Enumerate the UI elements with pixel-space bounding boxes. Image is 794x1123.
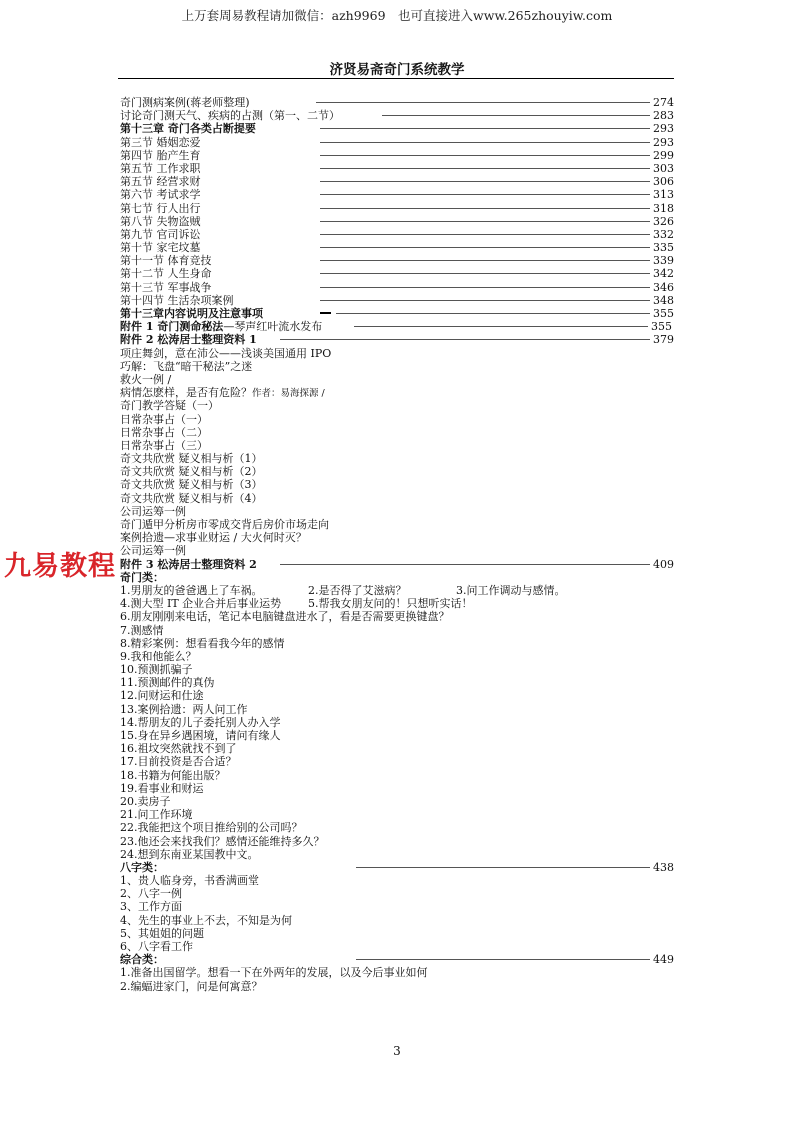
toc-entry-title: 附件 1 奇门测命秘法	[120, 320, 224, 334]
toc-entry-title: 第四节 胎产生育	[120, 148, 201, 162]
list-item-author: 作者：易海探源 /	[252, 388, 325, 400]
leader-mark	[320, 312, 331, 314]
list-item: 13.案例拾遗：两人问工作	[120, 702, 248, 716]
toc-page: 313	[653, 188, 674, 202]
toc-page: 346	[653, 280, 674, 294]
leader-line	[320, 287, 650, 288]
list-item: 2.编蝠进家门，问是何寓意？	[120, 979, 263, 993]
toc-entry-title: 第十三节 军事战争	[120, 280, 212, 294]
leader-line	[320, 234, 650, 235]
leader-line	[320, 168, 650, 169]
list-item: 6、八字看工作	[120, 940, 193, 953]
toc-entry[interactable]	[120, 136, 676, 149]
toc-entry-title: 第三节 婚姻恋爱	[120, 135, 201, 149]
list-item: 11.预测邮件的真伪	[120, 676, 215, 690]
leader-line	[320, 247, 650, 248]
toc-entry-title: 附件 3 松涛居士整理资料 2	[120, 557, 257, 571]
list-item: 1.准备出国留学。想看一下在外两年的发展，以及今后事业如何	[120, 966, 428, 980]
toc-appendix[interactable]	[120, 333, 676, 346]
list-item: 24.想到东南亚某国教中文。	[120, 847, 259, 861]
section-heading[interactable]	[120, 953, 676, 966]
list-item-row	[120, 597, 676, 610]
leader-line	[320, 221, 650, 222]
leader-line	[280, 564, 650, 565]
section-heading: 奇门类：	[120, 570, 164, 584]
toc-entry[interactable]	[120, 294, 676, 307]
toc-entry-title: 第十三章 奇门各类占断提要	[120, 122, 256, 136]
list-item: 奇门教学答疑（一）	[120, 399, 219, 413]
toc-page: 339	[653, 254, 674, 268]
toc-entry-title: 第十一节 体育竞技	[120, 254, 212, 268]
watermark-logo: 九易教程	[4, 544, 116, 583]
toc-page: 355	[653, 307, 674, 320]
list-item: 21.问工作环境	[120, 808, 193, 822]
toc-entry[interactable]	[120, 267, 676, 280]
section-heading[interactable]	[120, 861, 676, 874]
toc-page: 379	[653, 333, 674, 347]
leader-line	[320, 300, 650, 301]
toc-entry-title: 第十节 家宅坟墓	[120, 241, 201, 255]
toc-page: 299	[653, 148, 674, 162]
list-item: 5.帮我女朋友问的！只想听实话！	[308, 597, 473, 611]
list-item: 15.身在异乡遇困境，请问有缘人	[120, 729, 281, 742]
toc-appendix[interactable]	[120, 558, 676, 571]
toc-entry-title: 第七节 行人出行	[120, 201, 201, 215]
list-item: 救火一例 /	[120, 372, 172, 386]
leader-line	[320, 181, 650, 182]
list-item: 9.我和他能么？	[120, 649, 197, 663]
list-item: 3.问工作调动与感情。	[456, 583, 566, 597]
list-item: 14.帮朋友的儿子委托别人办入学	[120, 715, 281, 729]
toc-entry-title: 第十二节 人生身命	[120, 267, 212, 281]
toc-entry[interactable]	[120, 109, 676, 122]
toc-entry[interactable]	[120, 188, 676, 201]
list-item: 公司运筹一例	[120, 504, 186, 518]
list-item-title: 病情怎麽样，是否有危险？	[120, 386, 252, 400]
list-item: 项庄舞剑，意在沛公——浅谈美国通用 IPO	[120, 346, 332, 360]
list-item: 奇门遁甲分析房市零成交背后房价市场走向	[120, 518, 329, 531]
list-item: 案例拾遗—求事业财运 / 大火何时灭？	[120, 531, 307, 545]
toc-page: 438	[653, 860, 674, 874]
list-item	[120, 386, 676, 399]
toc-entry-title: 第十四节 生活杂项案例	[120, 293, 234, 307]
list-item: 2.是否得了艾滋病？	[308, 583, 407, 597]
list-item: 10.预测抓骗子	[120, 663, 193, 677]
toc-entry-title: 附件 2 松涛居士整理资料 1	[120, 333, 257, 347]
list-item: 22.我能把这个项目推给别的公司吗？	[120, 821, 303, 835]
toc-entry-title: 第九节 官司诉讼	[120, 227, 201, 241]
toc-page: 449	[653, 953, 674, 967]
toc-entry-title: 奇门测病案例(蒋老师整理)	[120, 96, 250, 109]
leader-line	[320, 273, 650, 274]
toc-page: 318	[653, 201, 674, 215]
leader-line	[356, 867, 650, 868]
leader-line	[320, 208, 650, 209]
list-item: 奇文共欣赏 疑义相与析（4）	[120, 491, 263, 505]
list-item: 17.目前投资是否合适？	[120, 755, 237, 769]
toc-page: 355	[651, 320, 672, 334]
list-item: 奇文共欣赏 疑义相与析（1）	[120, 452, 263, 466]
leader-line	[320, 128, 650, 129]
leader-line	[356, 959, 650, 960]
document-title: 济贤易斋奇门系统教学	[329, 62, 465, 78]
toc-page: 326	[653, 214, 674, 228]
toc-entry-title: 第五节 工作求职	[120, 161, 201, 175]
list-item: 日常杂事占（一）	[120, 412, 208, 426]
list-item: 20.卖房子	[120, 794, 171, 808]
toc-page: 409	[653, 557, 674, 571]
list-item: 16.祖坟突然就找不到了	[120, 742, 237, 756]
top-banner: 上万套周易教程请加微信：azh9969 也可直接进入www.265zhouyiw.com	[181, 8, 613, 23]
toc-entry-title: 第六节 考试求学	[120, 188, 201, 202]
list-item: 2、八字一例	[120, 887, 182, 901]
list-item: 7.测感情	[120, 623, 164, 637]
leader-line	[336, 313, 650, 314]
leader-line	[320, 142, 650, 143]
toc-entry[interactable]	[120, 241, 676, 254]
list-item: 奇文共欣赏 疑义相与析（3）	[120, 478, 263, 492]
list-item: 4.测大型 IT 企业合并后事业运势	[120, 597, 282, 611]
list-item: 奇文共欣赏 疑义相与析（2）	[120, 465, 263, 479]
toc-entry-title: 第五节 经营求财	[120, 175, 201, 189]
list-item-row	[120, 584, 676, 597]
toc-entry[interactable]	[120, 254, 676, 267]
toc-entry[interactable]	[120, 162, 676, 175]
toc-appendix[interactable]	[120, 320, 676, 333]
toc-entry[interactable]	[120, 281, 676, 294]
toc-page: 348	[653, 293, 674, 307]
toc-page: 293	[653, 122, 674, 136]
list-item: 公司运筹一例	[120, 544, 186, 558]
toc-page: 274	[653, 96, 674, 109]
toc-entry[interactable]	[120, 175, 676, 188]
toc-entry-title: 讨论奇门测天气、疾病的占测（第一、二节）	[120, 109, 340, 123]
toc-page: 306	[653, 175, 674, 189]
toc-entry-title: 第八节 失物盗贼	[120, 214, 201, 228]
list-item: 19.看事业和财运	[120, 781, 204, 795]
section-heading-title: 综合类：	[120, 953, 164, 967]
toc-page: 332	[653, 227, 674, 241]
page-number: 3	[393, 1044, 401, 1058]
list-item: 6.朋友刚刚来电话，笔记本电脑键盘进水了，看是否需要更换键盘？	[120, 610, 450, 624]
title-rule	[118, 78, 674, 79]
toc-entry-subtitle: —琴声红叶流水发布	[223, 320, 323, 334]
leader-line	[354, 326, 648, 327]
leader-line	[320, 260, 650, 261]
list-item: 18.书籍为何能出版？	[120, 768, 226, 782]
list-item: 8.精彩案例：想看看我今年的感情	[120, 636, 285, 650]
section-heading-title: 八字类：	[120, 860, 164, 874]
toc-page: 303	[653, 161, 674, 175]
toc-page: 335	[653, 241, 674, 255]
list-item: 4、先生的事业上不去，不知是为何	[120, 913, 292, 927]
toc-entry[interactable]	[120, 228, 676, 241]
list-item: 日常杂事占（三）	[120, 438, 208, 452]
leader-line	[320, 194, 650, 195]
list-item: 1.男朋友的爸爸遇上了车祸。	[120, 583, 263, 597]
toc-page: 342	[653, 267, 674, 281]
leader-line	[320, 155, 650, 156]
list-item: 日常杂事占（二）	[120, 425, 208, 439]
leader-line	[316, 102, 650, 103]
list-item: 3、工作方面	[120, 900, 182, 914]
leader-line	[382, 115, 650, 116]
list-item: 巧解：飞盘“暗干秘法”之迷	[120, 359, 253, 373]
toc-chapter[interactable]	[120, 122, 676, 135]
table-of-contents	[120, 96, 676, 993]
toc-entry[interactable]	[120, 149, 676, 162]
toc-entry[interactable]	[120, 202, 676, 215]
toc-entry[interactable]	[120, 96, 676, 109]
leader-line	[280, 339, 650, 340]
toc-entry-title: 第十三章内容说明及注意事项	[120, 307, 263, 320]
toc-page: 283	[653, 109, 674, 123]
list-item: 12.问财运和仕途	[120, 689, 204, 703]
toc-entry[interactable]	[120, 215, 676, 228]
toc-chapter[interactable]	[120, 307, 676, 320]
toc-page: 293	[653, 135, 674, 149]
list-item: 1、贵人临身旁，书香满画堂	[120, 874, 259, 888]
list-item: 23.他还会来找我们？感情还能维持多久？	[120, 834, 325, 848]
list-item: 5、其姐姐的问题	[120, 926, 204, 940]
